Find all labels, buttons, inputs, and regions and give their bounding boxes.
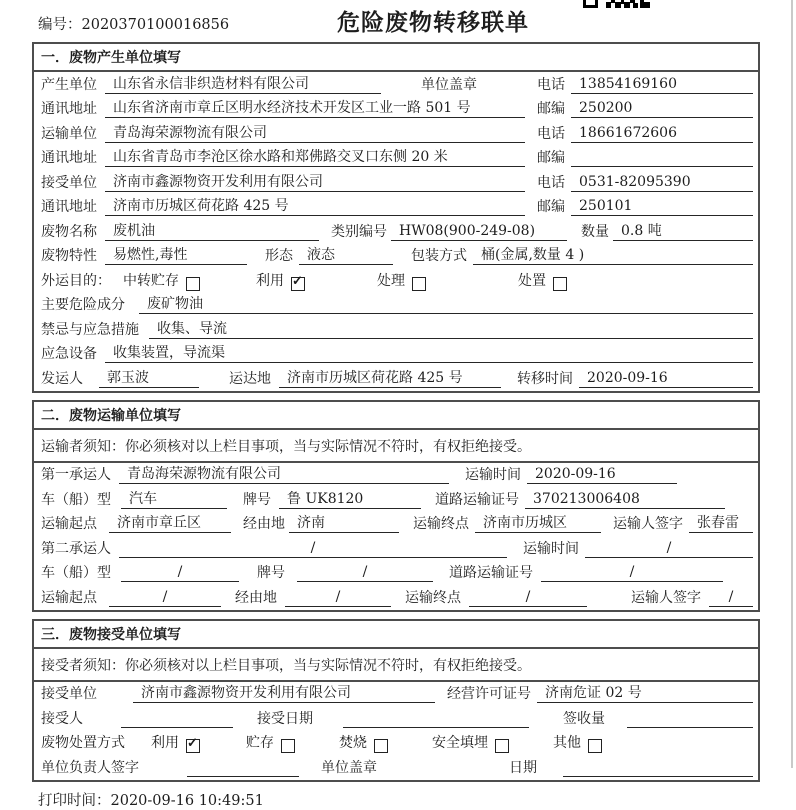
road-cert2-value: / bbox=[541, 563, 723, 582]
disposal-label: 废物处置方式 bbox=[41, 735, 125, 751]
transport-time2-value: / bbox=[585, 539, 753, 558]
receiver-value: 济南市鑫源物资开发利用有限公司 bbox=[105, 173, 525, 192]
disposal-storage-checkbox bbox=[281, 739, 295, 753]
producer-phone-label: 电话 bbox=[537, 76, 565, 93]
disposal-option-use bbox=[151, 734, 200, 752]
first-carrier-label: 第一承运人 bbox=[41, 467, 111, 483]
purpose-storage-label: 中转贮存 bbox=[123, 272, 179, 289]
taboo-value: 收集、导流 bbox=[149, 320, 753, 339]
row-taboo-measures bbox=[34, 317, 758, 342]
waste-form-value: 液态 bbox=[299, 246, 393, 265]
producer-zip-group bbox=[537, 99, 753, 118]
waste-qty-label: 数量 bbox=[581, 223, 609, 240]
route-origin-label: 运输起点 bbox=[41, 516, 97, 532]
receiver-zip-label: 邮编 bbox=[537, 199, 565, 215]
disposal-burn-label: 焚烧 bbox=[339, 735, 367, 751]
route2-via-value: / bbox=[285, 588, 391, 607]
unit-seal-label: 单位盖章 bbox=[321, 759, 377, 776]
row-waste-traits bbox=[34, 244, 758, 269]
row-transporter-address bbox=[34, 146, 758, 171]
row-receiver-address bbox=[34, 195, 758, 220]
carrier2-sign-label: 运输人签字 bbox=[631, 589, 701, 606]
first-carrier-value: 青岛海荣源物流有限公司 bbox=[119, 465, 449, 484]
purpose-option-use bbox=[256, 272, 305, 290]
equipment-label: 应急设备 bbox=[41, 346, 97, 362]
section-producer-title: 一．废物产生单位填写 bbox=[34, 44, 758, 72]
transporter-zip-label: 邮编 bbox=[537, 150, 565, 166]
equipment-value: 收集装置，导流渠 bbox=[105, 344, 753, 363]
receiver-address-label: 通讯地址 bbox=[41, 199, 97, 215]
route2-end-value: / bbox=[469, 588, 587, 607]
accept-date-label: 接受日期 bbox=[257, 710, 313, 727]
waste-code-value: HW08(900-249-08) bbox=[391, 222, 567, 241]
receiver-zip-group bbox=[537, 197, 753, 216]
transporter-phone-label: 电话 bbox=[537, 125, 565, 142]
dispatcher-value: 郭玉波 bbox=[99, 369, 199, 388]
producer-address-label: 通讯地址 bbox=[41, 101, 97, 117]
purpose-label: 外运目的： bbox=[41, 272, 111, 289]
transporter-notice: 运输者须知：你必须核对以上栏目事项，当与实际情况不符时，有权拒绝接受。 bbox=[34, 430, 758, 463]
transfer-time-value: 2020-09-16 bbox=[579, 369, 753, 388]
route2-via-label: 经由地 bbox=[235, 589, 277, 606]
permit-label: 经营许可证号 bbox=[447, 686, 531, 702]
producer-value: 山东省永信非织造材料有限公司 bbox=[105, 75, 381, 94]
transfer-time-label: 转移时间 bbox=[517, 370, 573, 387]
disposal-other-label: 其他 bbox=[553, 735, 581, 751]
route-via-label: 经由地 bbox=[243, 516, 285, 532]
disposal-landfill-checkbox bbox=[495, 739, 509, 753]
purpose-use-checkbox bbox=[291, 277, 305, 291]
plate-label: 牌号 bbox=[243, 491, 271, 508]
route2-origin-value: / bbox=[109, 588, 221, 607]
destination-value: 济南市历城区荷花路 425 号 bbox=[279, 369, 501, 388]
receiver-zip-value: 250101 bbox=[571, 197, 753, 216]
document-header bbox=[0, 0, 796, 42]
route-end-label: 运输终点 bbox=[413, 516, 469, 532]
row-hazard-components bbox=[34, 293, 758, 318]
disposal-burn-checkbox bbox=[374, 739, 388, 753]
disposal-option-landfill bbox=[432, 734, 509, 752]
packing-label: 包装方式 bbox=[411, 248, 467, 264]
disposal-use-label: 利用 bbox=[151, 735, 179, 751]
row-accept-unit bbox=[34, 682, 758, 707]
purpose-treat-label: 处理 bbox=[377, 272, 405, 289]
print-time-label: 打印时间： bbox=[38, 792, 111, 809]
producer-phone-group bbox=[537, 75, 753, 94]
row-accept-person bbox=[34, 706, 758, 731]
vehicle-type-label: 车（船）型 bbox=[41, 491, 111, 508]
waste-traits-label: 废物特性 bbox=[41, 248, 97, 264]
disposal-use-checkbox bbox=[186, 739, 200, 753]
hazard-label: 主要危险成分 bbox=[41, 297, 125, 313]
waste-name-value: 废机油 bbox=[105, 222, 319, 241]
destination-label: 运达地 bbox=[229, 370, 271, 387]
row-transporter bbox=[34, 121, 758, 146]
receiver-phone-label: 电话 bbox=[537, 174, 565, 191]
print-time bbox=[38, 789, 796, 810]
purpose-dispose-label: 处置 bbox=[518, 272, 546, 289]
producer-label: 产生单位 bbox=[41, 76, 97, 93]
row-waste-name bbox=[34, 219, 758, 244]
purpose-option-storage bbox=[123, 272, 200, 290]
route2-end-label: 运输终点 bbox=[405, 589, 461, 606]
row-route-2 bbox=[34, 585, 758, 610]
received-qty-label: 签收量 bbox=[563, 710, 605, 727]
packing-value: 桶(金属,数量 4 ) bbox=[473, 246, 753, 265]
row-emergency-equipment bbox=[34, 342, 758, 367]
transporter-address-value: 山东省青岛市李沧区徐水路和郑佛路交叉口东侧 20 米 bbox=[105, 148, 525, 167]
carrier-sign-value: 张春雷 bbox=[689, 514, 753, 533]
purpose-treat-checkbox bbox=[412, 277, 426, 291]
route-via-value: 济南 bbox=[289, 514, 399, 533]
disposal-other-checkbox bbox=[588, 739, 602, 753]
taboo-label: 禁忌与应急措施 bbox=[41, 321, 139, 338]
receiver-phone-value: 0531-82095390 bbox=[571, 173, 753, 192]
seal-label: 单位盖章 bbox=[421, 76, 477, 93]
row-first-carrier bbox=[34, 463, 758, 488]
row-responsible-sign bbox=[34, 755, 758, 780]
purpose-option-dispose bbox=[518, 272, 567, 290]
waste-traits-value: 易燃性,毒性 bbox=[105, 246, 247, 265]
permit-value: 济南危证 02 号 bbox=[537, 684, 753, 703]
vehicle-type2-value: / bbox=[121, 563, 239, 582]
purpose-option-treat bbox=[377, 272, 426, 290]
accept-person-value bbox=[121, 710, 233, 728]
accept-person-label: 接受人 bbox=[41, 710, 83, 727]
accept-unit-value: 济南市鑫源物资开发利用有限公司 bbox=[133, 684, 435, 703]
disposal-landfill-label: 安全填埋 bbox=[432, 735, 488, 751]
road-cert-value: 370213006408 bbox=[525, 490, 725, 509]
qr-code-fragment bbox=[583, 0, 651, 9]
carrier2-sign-value: / bbox=[709, 588, 753, 607]
purpose-storage-checkbox bbox=[186, 277, 200, 291]
transport-time-label: 运输时间 bbox=[465, 467, 521, 483]
row-producer-address bbox=[34, 97, 758, 122]
receiver-label: 接受单位 bbox=[41, 174, 97, 191]
producer-phone-value: 13854169160 bbox=[571, 75, 753, 94]
section-producer bbox=[32, 42, 760, 393]
row-producer bbox=[34, 72, 758, 97]
dispatcher-label: 发运人 bbox=[41, 370, 83, 387]
section-receiver bbox=[32, 619, 760, 782]
transporter-phone-group bbox=[537, 124, 753, 143]
waste-qty-value: 0.8 吨 bbox=[613, 222, 753, 241]
vehicle-type2-label: 车（船）型 bbox=[41, 565, 111, 581]
row-disposal-method bbox=[34, 731, 758, 756]
disposal-option-storage bbox=[246, 734, 295, 752]
responsible-sign-label: 单位负责人签字 bbox=[41, 759, 139, 776]
print-time-value: 2020-09-16 10:49:51 bbox=[110, 792, 264, 809]
plate-value: 鲁 UK8120 bbox=[279, 490, 421, 509]
receiver-phone-group bbox=[537, 173, 753, 192]
waste-form-label: 形态 bbox=[265, 248, 293, 264]
sign-date-label: 日期 bbox=[509, 759, 537, 776]
accept-unit-label: 接受单位 bbox=[41, 686, 97, 702]
accept-date-value bbox=[343, 710, 529, 728]
row-second-carrier bbox=[34, 536, 758, 561]
route-end-value: 济南市历城区 bbox=[475, 514, 601, 533]
waste-name-label: 废物名称 bbox=[41, 223, 97, 240]
plate2-value: / bbox=[297, 563, 433, 582]
transporter-label: 运输单位 bbox=[41, 125, 97, 142]
plate2-label: 牌号 bbox=[257, 565, 285, 581]
second-carrier-value: / bbox=[119, 539, 507, 558]
row-vehicle-1 bbox=[34, 487, 758, 512]
vehicle-type-value: 汽车 bbox=[121, 490, 227, 509]
transporter-zip-value bbox=[571, 149, 753, 167]
disposal-storage-label: 贮存 bbox=[246, 735, 274, 751]
transporter-phone-value: 18661672606 bbox=[571, 124, 753, 143]
disposal-option-other bbox=[553, 734, 602, 752]
transporter-value: 青岛海荣源物流有限公司 bbox=[105, 124, 525, 143]
producer-address-value: 山东省济南市章丘区明水经济技术开发区工业一路 501 号 bbox=[105, 99, 525, 118]
transporter-zip-group bbox=[537, 149, 753, 167]
producer-zip-label: 邮编 bbox=[537, 101, 565, 117]
purpose-use-label: 利用 bbox=[256, 272, 284, 289]
row-route-1 bbox=[34, 512, 758, 537]
transporter-address-label: 通讯地址 bbox=[41, 150, 97, 166]
purpose-dispose-checkbox bbox=[553, 277, 567, 291]
section-transporter-title: 二．废物运输单位填写 bbox=[34, 402, 758, 430]
transport-time-value: 2020-09-16 bbox=[527, 465, 677, 484]
transport-time2-label: 运输时间 bbox=[523, 540, 579, 557]
received-qty-value bbox=[627, 710, 753, 728]
row-transfer-purpose bbox=[34, 268, 758, 293]
manifest-number-label: 编号： bbox=[38, 17, 82, 33]
row-vehicle-2 bbox=[34, 561, 758, 586]
receiver-notice: 接受者须知：你必须核对以上栏目事项，当与实际情况不符时，有权拒绝接受。 bbox=[34, 649, 758, 682]
producer-zip-value: 250200 bbox=[571, 99, 753, 118]
carrier-sign-label: 运输人签字 bbox=[613, 516, 683, 532]
route2-origin-label: 运输起点 bbox=[41, 589, 97, 606]
section-transporter bbox=[32, 400, 760, 612]
row-receiver bbox=[34, 170, 758, 195]
route-origin-value: 济南市章丘区 bbox=[109, 514, 231, 533]
row-dispatcher bbox=[34, 366, 758, 391]
road-cert-label: 道路运输证号 bbox=[435, 491, 519, 508]
second-carrier-label: 第二承运人 bbox=[41, 540, 111, 557]
road-cert2-label: 道路运输证号 bbox=[449, 565, 533, 581]
page-title: 危险废物转移联单 bbox=[337, 10, 529, 36]
section-receiver-title: 三．废物接受单位填写 bbox=[34, 621, 758, 649]
disposal-option-burn bbox=[339, 734, 388, 752]
receiver-address-value: 济南市历城区荷花路 425 号 bbox=[105, 197, 525, 216]
hazard-value: 废矿物油 bbox=[139, 295, 753, 314]
scan-edge-line bbox=[791, 0, 793, 768]
manifest-number-value: 2020370100016856 bbox=[81, 17, 230, 33]
waste-code-label: 类别编号 bbox=[331, 223, 387, 240]
